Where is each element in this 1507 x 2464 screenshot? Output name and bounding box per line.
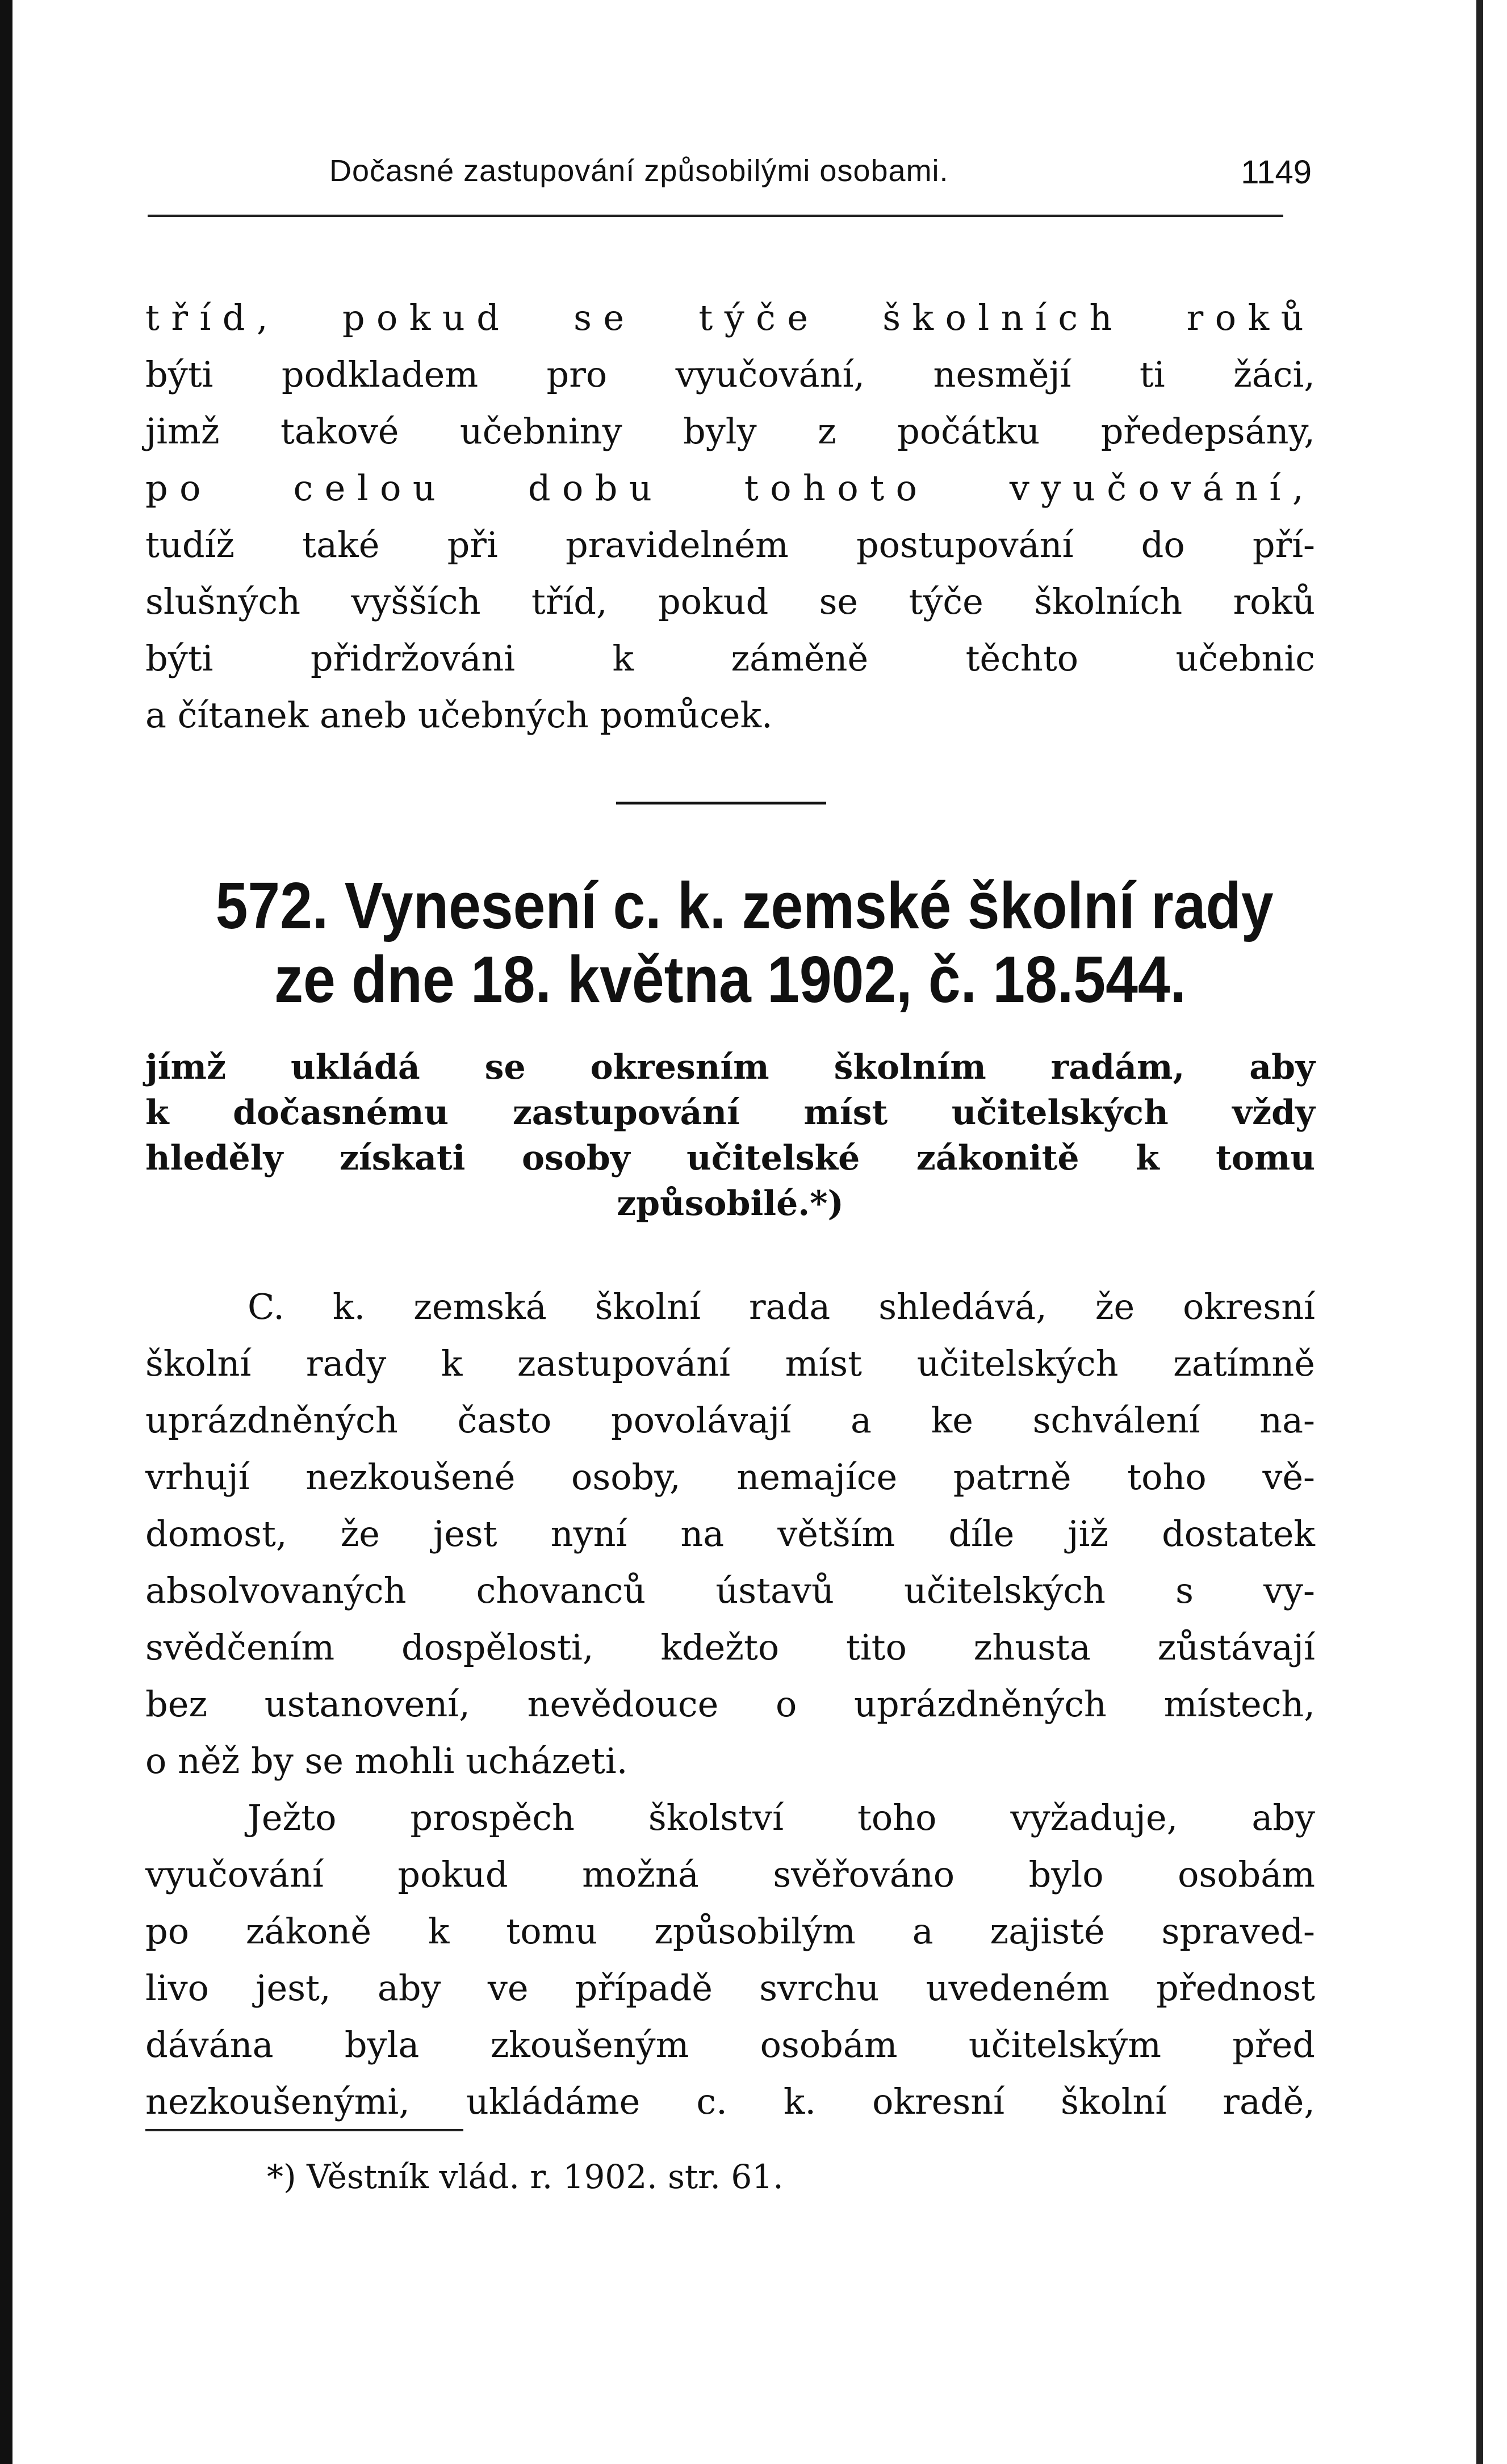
text-line: vrhují nezkoušené osoby, nemajíce patrně toho vě-: [145, 1456, 1315, 1498]
text-line: C. k. zemská školní rada shledává, že okresní: [248, 1286, 1315, 1327]
text-line: tříd, pokud se týče školních roků: [145, 297, 1315, 338]
text-line: dávána byla zkoušeným osobám učitelským před: [145, 2024, 1315, 2065]
text-line: svědčením dospělosti, kdežto tito zhusta zůstávají: [145, 1627, 1315, 1668]
scan-edge-right: [1476, 0, 1483, 2464]
subheading-line: způsobilé.*): [617, 1184, 844, 1223]
text-line: vyučování pokud možná svěřováno bylo osobám: [145, 1854, 1315, 1895]
text-line: livo jest, aby ve případě svrchu uvedeném přednost: [145, 1967, 1315, 2009]
footnote-rule: [145, 2129, 463, 2131]
subheading-line: jímž ukládá se okresním školním radám, aby: [145, 1047, 1315, 1087]
text-line: nezkoušenými, ukládáme c. k. okresní školní radě,: [145, 2081, 1315, 2122]
text-line: a čítanek aneb učebných pomůcek.: [145, 694, 773, 736]
text-line: bez ustanovení, nevědouce o uprázdněných místech,: [145, 1683, 1315, 1725]
footnote: *) Věstník vlád. r. 1902. str. 61.: [267, 2157, 784, 2196]
page-number: 1149: [1241, 154, 1312, 191]
text-line: tudíž také při pravidelném postupování do pří-: [145, 524, 1315, 565]
text-line: Ježto prospěch školství toho vyžaduje, aby: [248, 1797, 1315, 1838]
text-line: uprázdněných často povolávají a ke schválení na-: [145, 1399, 1315, 1441]
text-line: býti přidržováni k záměně těchto učebnic: [145, 638, 1315, 679]
text-line: školní rady k zastupování míst učitelských zatímně: [145, 1343, 1315, 1384]
running-title: Dočasné zastupování způsobilými osobami.: [329, 154, 949, 188]
section-subheading: [145, 1045, 1315, 1226]
running-header: [182, 153, 1312, 204]
text-line: jimž takové učebniny byly z počátku předepsány,: [145, 410, 1315, 452]
body-paragraph-2: [145, 1790, 1315, 2130]
text-line: domost, že jest nyní na větším díle již dostatek: [145, 1513, 1315, 1554]
section-heading: [215, 869, 1274, 1016]
intro-paragraph: [145, 290, 1315, 744]
text-line: o něž by se mohli ucházeti.: [145, 1740, 628, 1782]
text-line: býti podkladem pro vyučování, nesmějí ti žáci,: [145, 354, 1315, 395]
heading-line-2: ze dne 18. května 1902, č. 18.544.: [274, 942, 1186, 1016]
text-line: absolvovaných chovanců ústavů učitelských s vy-: [145, 1570, 1315, 1611]
text-line: po celou dobu tohoto vyučování,: [145, 467, 1315, 509]
body-paragraph-1: [145, 1279, 1315, 1790]
header-rule: [148, 215, 1283, 217]
text-line: po zákoně k tomu způsobilým a zajisté spraved-: [145, 1910, 1315, 1952]
section-divider: [616, 802, 826, 804]
scan-edge-left: [0, 0, 12, 2464]
heading-line-1: 572. Vynesení c. k. zemské školní rady: [215, 869, 1274, 942]
subheading-line: hleděly získati osoby učitelské zákonitě k tomu: [145, 1138, 1315, 1178]
text-line: slušných vyšších tříd, pokud se týče školních roků: [145, 581, 1315, 622]
subheading-line: k dočasnému zastupování míst učitelských vždy: [145, 1093, 1315, 1133]
